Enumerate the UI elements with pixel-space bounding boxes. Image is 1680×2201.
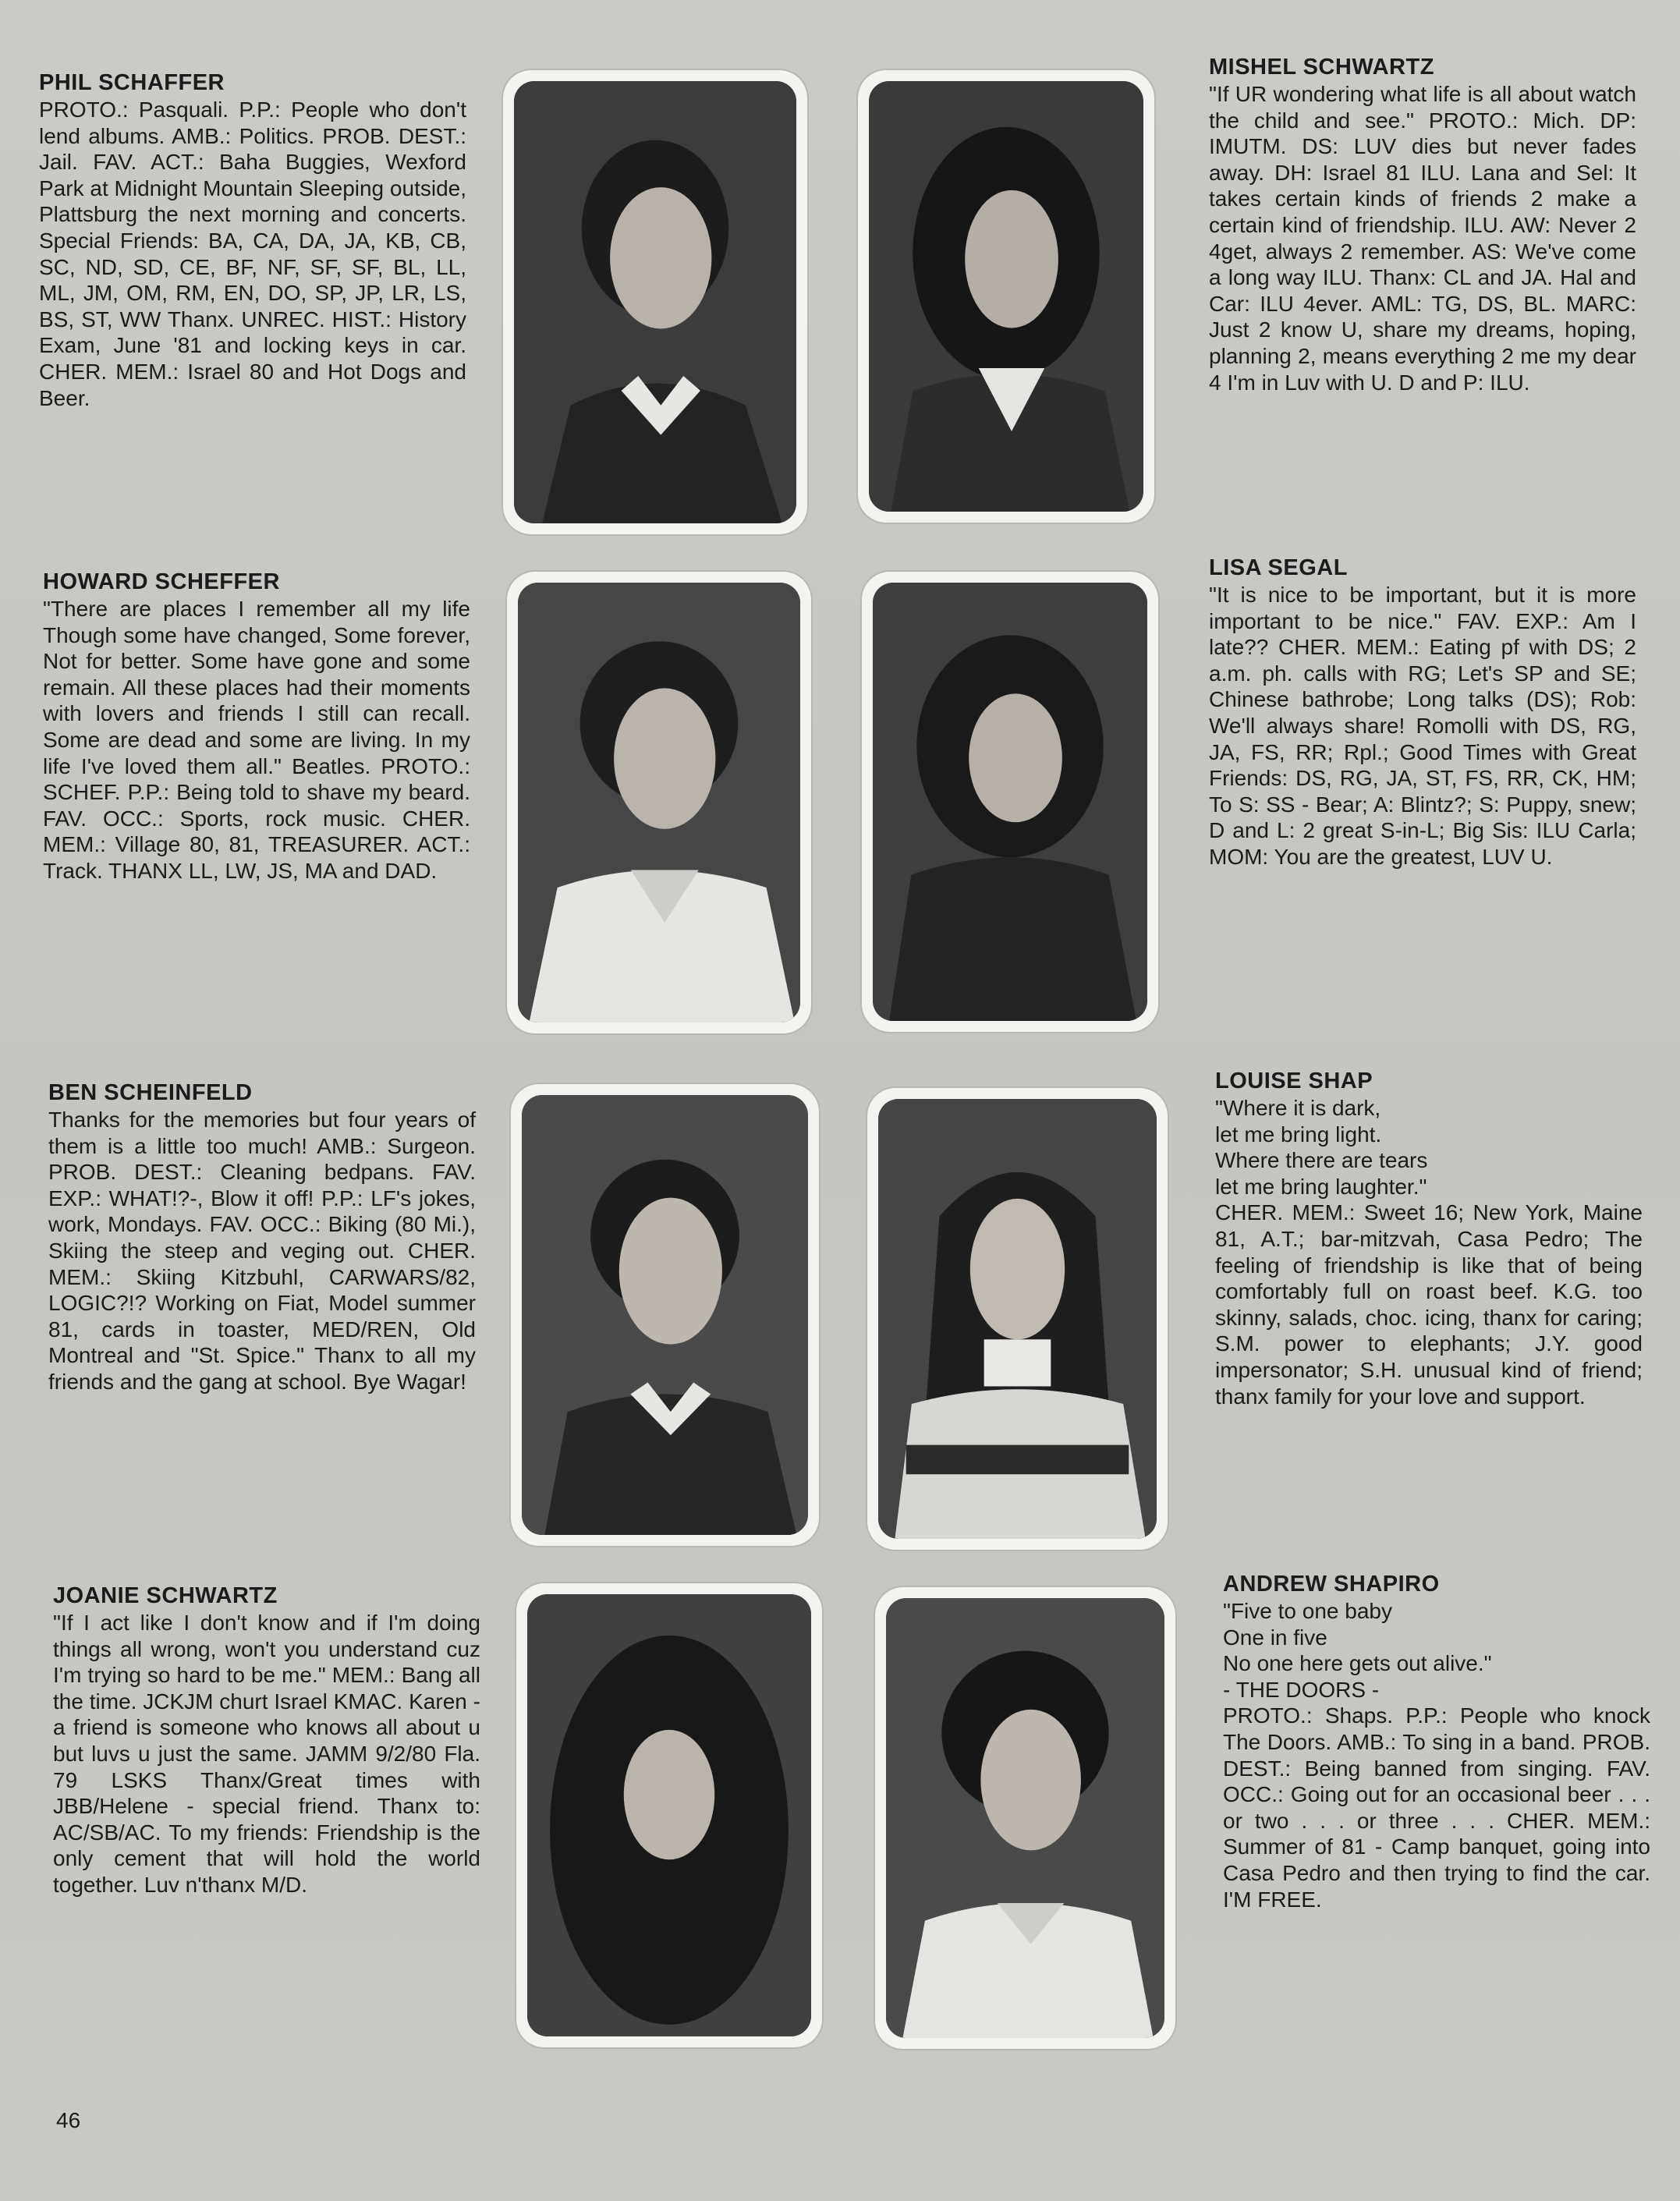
student-photo-ben-scheinfeld (511, 1084, 819, 1546)
student-entry-andrew-shapiro (1223, 1572, 1650, 1912)
student-photo-lisa-segal (862, 572, 1158, 1032)
student-bio: "It is nice to be important, but it is more important to be nice." FAV. EXP.: Am I late?? CHER. MEM.: Eating pf with DS; 2 a.m. ph. calls with RG; Let's SP and SE; Chinese bathrobe; Long talks (DS); Rob: We'll always share! Romolli with DS, RG, JA, FS, RR; Rpl.; Good Times with Great Friends: DS, RG, JA, ST, FS, RR, CK, HM; To S: SS - Bear; A: Blintz?; S: Puppy, snew; D and L: 2 great S-in-L; Big Sis: ILU Carla; MOM: You are the greatest, LUV U. (1209, 583, 1636, 869)
portrait-image (514, 81, 796, 523)
student-photo-joanie-schwartz (516, 1583, 822, 2047)
student-bio: PROTO.: Pasquali. P.P.: People who don't lend albums. AMB.: Politics. PROB. DEST.: Jail. FAV. ACT.: Baha Buggies, Wexford Park at Midnight Mountain Sleeping outside, Plattsburg the next morning and concerts. Special Friends: BA, CA, DA, JA, KB, CB, SC, ND, SD, CE, BF, NF, SF, SF, BL, LL, ML, JM, OM, RM, EN, DO, SP, JP, LR, LS, BS, ST, WW Thanx. UNREC. HIST.: History Exam, June '81 and locking keys in car. CHER. MEM.: Israel 80 and Hot Dogs and Beer. (39, 97, 466, 410)
student-bio: "If UR wondering what life is all about watch the child and see." PROTO.: Mich. DP: IMUTM. DS: LUV dies but never fades away. DH: Israel 81 ILU. Lana and Sel: It takes certain kinds of friends 2 make a certain kind of friendship. ILU. AW: Never 2 4get, always 2 remember. AS: We've come a long way ILU. Thanx: CL and JA. Hal and Car: ILU 4ever. AML: TG, DS, BL. MARC: Just 2 know U, share my dreams, hoping, planning 2, means everything 2 me my dear 4 I'm in Luv with U. D and P: ILU. (1209, 82, 1636, 395)
student-bio: "There are places I remember all my life Though some have changed, Some forever, Not for better. Some have gone and some remain. All these places had their moments with lovers and friends I still can recall. Some are dead and some are living. In my life I've loved them all." Beatles. PROTO.: SCHEF. P.P.: Being told to shave my beard. FAV. OCC.: Sports, rock music. CHER. MEM.: Village 80, 81, TREASURER. ACT.: Track. THANX LL, LW, JS, MA and DAD. (43, 597, 470, 883)
portrait-image (886, 1598, 1164, 2038)
student-name: MISHEL SCHWARTZ (1209, 55, 1434, 80)
portrait-image (518, 583, 800, 1023)
student-name: PHIL SCHAFFER (39, 70, 225, 95)
student-photo-mishel-schwartz (858, 70, 1154, 523)
student-entry-mishel-schwartz (1209, 55, 1636, 395)
student-name: JOANIE SCHWARTZ (53, 1583, 278, 1608)
student-name: BEN SCHEINFELD (48, 1080, 253, 1105)
student-bio: Thanks for the memories but four years of them is a little too much! AMB.: Surgeon. PROB. DEST.: Cleaning bedpans. FAV. EXP.: WHAT!?-, Blow it off! P.P.: LF's jokes, work, Mondays. FAV. OCC.: Biking (80 Mi.), Skiing the steep and veging out. CHER. MEM.: Skiing Kitzbuhl, CARWARS/82, LOGIC?!? Working on Fiat, Model summer 81, cards in toaster, MED/REN, Old Montreal and "St. Spice." Thanx to all my friends and the gang at school. Bye Wagar! (48, 1108, 476, 1394)
student-entry-louise-shap (1215, 1069, 1643, 1409)
student-photo-louise-shap (867, 1088, 1168, 1550)
student-entry-phil-schaffer (39, 70, 466, 411)
student-bio: "Five to one baby One in five No one here gets out alive." - THE DOORS - PROTO.: Shaps. P.P.: People who knock The Doors. AMB.: To sing in a band. PROB. DEST.: Being banned from singing. FAV. OCC.: Going out for an occasional beer . . . or two . . . or three . . . CHER. MEM.: Summer of 81 - Camp banquet, going into Casa Pedro and then trying to find the car. I'M FREE. (1223, 1599, 1650, 1912)
portrait-image (869, 81, 1143, 512)
student-bio: "If I act like I don't know and if I'm doing things all wrong, won't you understand cuz I'm trying so hard to be me." MEM.: Bang all the time. JCKJM churt Israel KMAC. Karen - a friend is someone who knows all about u but luvs u just the same. JAMM 9/2/80 Fla. 79 LSKS Thanx/Great times with JBB/Helene - special friend. Thanx to: AC/SB/AC. To my friends: Friendship is the only cement that will hold the world together. Luv n'thanx M/D. (53, 1611, 480, 1897)
portrait-image (527, 1594, 811, 2036)
student-entry-howard-scheffer (43, 569, 470, 884)
student-entry-ben-scheinfeld (48, 1080, 476, 1395)
student-photo-phil-schaffer (503, 70, 807, 534)
page-number: 46 (56, 2108, 81, 2132)
portrait-image (522, 1095, 808, 1535)
student-name: HOWARD SCHEFFER (43, 569, 280, 594)
portrait-image (878, 1099, 1157, 1539)
student-photo-howard-scheffer (507, 572, 811, 1033)
portrait-image (873, 583, 1147, 1021)
student-entry-lisa-segal (1209, 555, 1636, 870)
student-photo-andrew-shapiro (875, 1587, 1175, 2049)
student-bio: "Where it is dark, let me bring light. Where there are tears let me bring laughter." CHER. MEM.: Sweet 16; New York, Maine 81, A.T.; bar-mitzvah, Casa Pedro; The feeling of friendship is like that of being comfortably full on roast beef. K.G. too skinny, salads, choc. icing, thanx for caring; S.M. power to elephants; J.Y. good impersonator; S.H. unusual kind of friend; thanx family for your love and support. (1215, 1096, 1643, 1409)
student-name: ANDREW SHAPIRO (1223, 1572, 1440, 1597)
student-name: LOUISE SHAP (1215, 1069, 1373, 1093)
student-name: LISA SEGAL (1209, 555, 1348, 580)
student-entry-joanie-schwartz (53, 1583, 480, 1898)
